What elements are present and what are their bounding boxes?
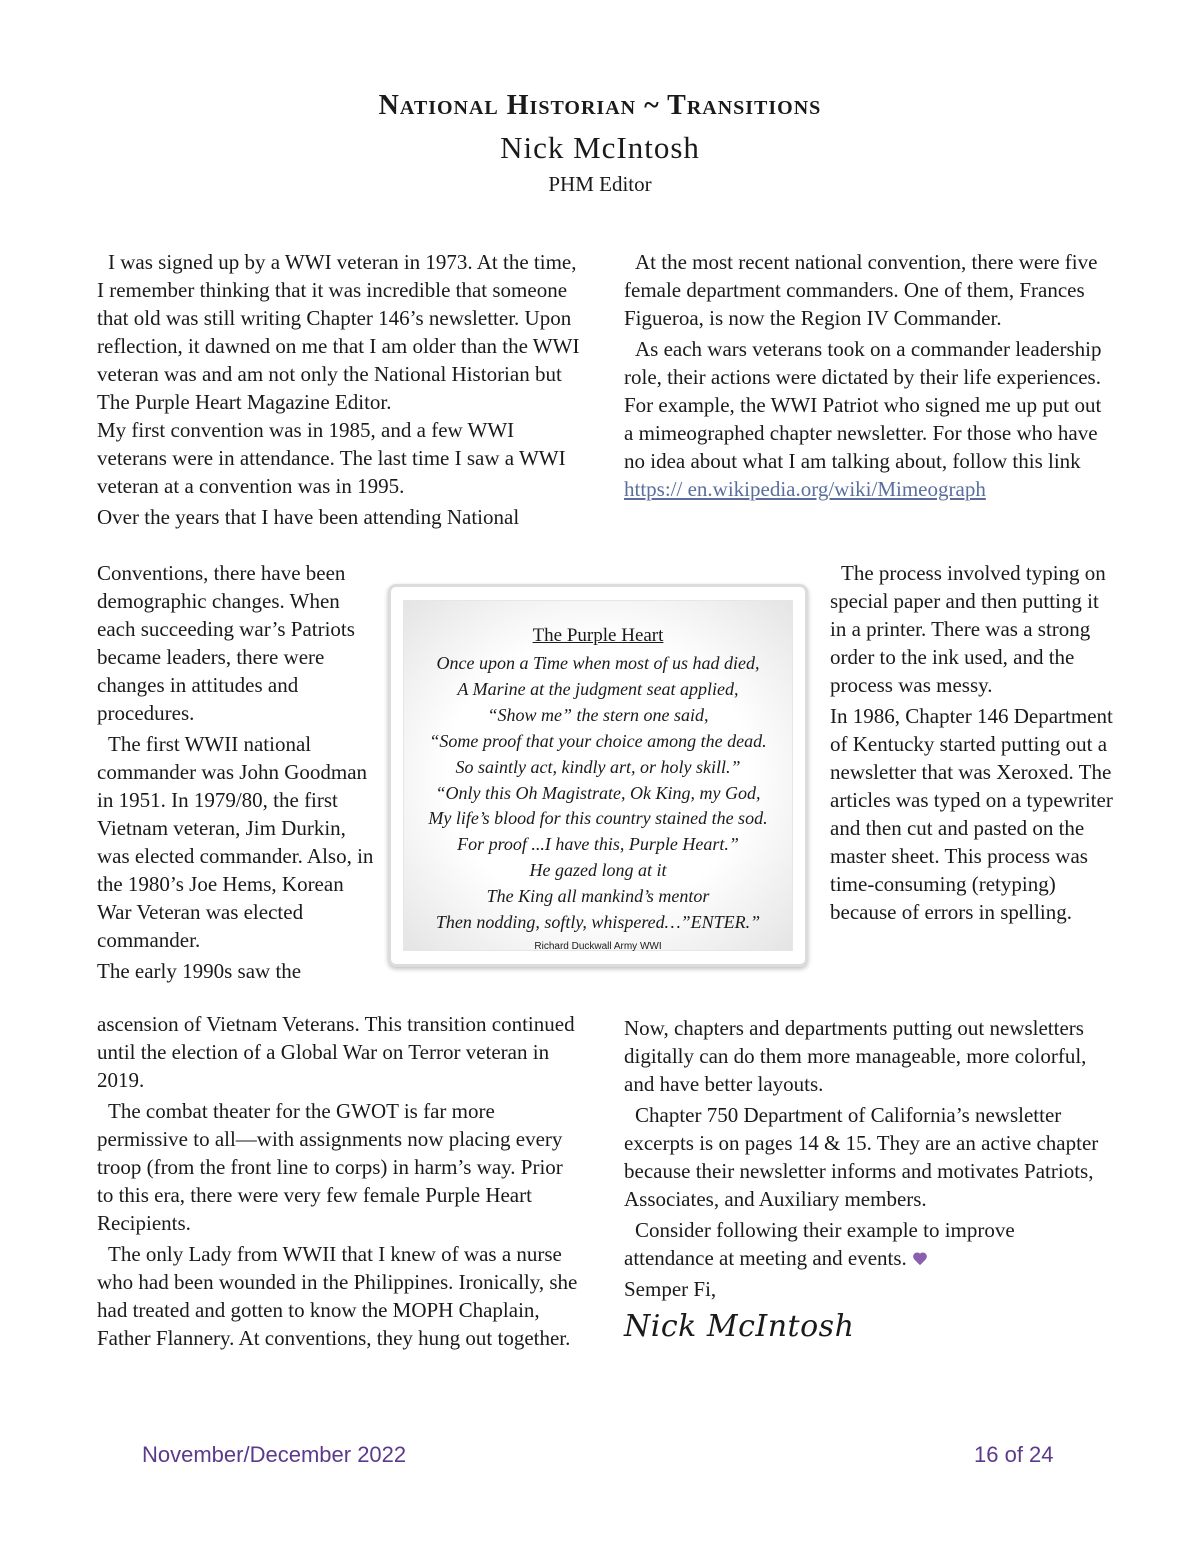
- right-paragraph-7: [624, 1216, 1109, 1272]
- right-paragraph-5: Now, chapters and departments putting out newsletters digitally can do them more manageable, more colorful, and have better layouts.: [624, 1016, 1087, 1096]
- left-paragraph-7: The only Lady from WWII that I knew of was a nurse who had been wounded in the Philippines. Ironically, she had treated and gotten to know the MOPH Chaplain, Father Flannery. At conventions, they hung out together.: [97, 1242, 578, 1350]
- poem-line: For proof ...I have this, Purple Heart.”: [457, 834, 739, 855]
- poem-inner: [403, 600, 793, 951]
- left-paragraph-3-wrap: Conventions, there have been demographic changes. When each succeeding war’s Patriots became leaders, there were changes in attitudes and procedures.: [97, 561, 355, 725]
- page-title: National Historian ~ Transitions: [378, 90, 822, 121]
- poem-line: My life’s blood for this country stained the sod.: [428, 808, 768, 829]
- poem-line: Once upon a Time when most of us had died,: [436, 653, 760, 673]
- purple-heart-icon: [913, 1253, 927, 1267]
- closing-text: Semper Fi,: [624, 1277, 717, 1301]
- poem-line: The King all mankind’s mentor: [486, 886, 710, 907]
- left-paragraph-3-start: Over the years that I have been attending National: [97, 505, 520, 529]
- left-paragraph-5-start: The early 1990s saw the: [97, 959, 302, 983]
- signature: Nick McIntosh: [624, 1309, 855, 1344]
- poem-line: A Marine at the judgment seat applied,: [457, 678, 739, 699]
- left-paragraph-5-rest: ascension of Vietnam Veterans. This transition continued until the election of a Global War on Terror veteran in 2019.: [97, 1012, 575, 1092]
- right-column-bottom: [624, 1014, 1109, 1347]
- left-paragraph-6: The combat theater for the GWOT is far more permissive to all—with assignments now placing every troop (from the front line to corps) in harm’s way. Prior to this era, there were very few female Purple Heart Recipients.: [97, 1099, 563, 1235]
- left-column-bottom: [97, 1010, 582, 1352]
- left-column-wrap: [97, 559, 382, 985]
- poem-line: “Only this Oh Magistrate, Ok King, my God,: [435, 782, 761, 803]
- right-column-wrap: [830, 559, 1115, 926]
- right-paragraph-1: At the most recent national convention, there were five female department commanders. One of them, Frances Figueroa, is now the Region IV Commander.: [624, 250, 1098, 330]
- right-paragraph-2: [624, 335, 1109, 503]
- poem-line: So saintly act, kindly art, or holy skill.”: [455, 756, 741, 777]
- poem-line: Then nodding, softly, whispered…”ENTER.”: [435, 912, 761, 933]
- author-role: PHM Editor: [548, 172, 652, 196]
- left-column-top: [97, 248, 582, 531]
- poem-lines: [404, 651, 792, 936]
- right-paragraph-6: Chapter 750 Department of California’s newsletter excerpts is on pages 14 & 15. They are an active chapter because their newsletter informs and motivates Patriots, Associates, and Auxiliary members.: [624, 1103, 1099, 1211]
- right-paragraph-3: The process involved typing on special paper and then putting it in a printer. There was a strong order to the ink used, and the process was messy.: [830, 561, 1106, 697]
- mimeograph-link[interactable]: https:// en.wikipedia.org/wiki/Mimeograph: [624, 477, 986, 501]
- poem-line: He gazed long at it: [529, 860, 667, 881]
- poem-title: The Purple Heart: [532, 625, 664, 646]
- poem-line: “Show me” the stern one said,: [487, 704, 709, 725]
- right-paragraph-7-text: Consider following their example to improve attendance at meeting and events.: [624, 1218, 1015, 1270]
- poem-box: [388, 584, 808, 967]
- page-header: [0, 86, 1200, 198]
- left-paragraph-4: The first WWII national commander was John Goodman in 1951. In 1979/80, the first Vietnam veteran, Jim Durkin, was elected commander. Also, in the 1980’s Joe Hems, Korean War Veteran was elected commander.: [97, 732, 374, 952]
- left-paragraph-2: My first convention was in 1985, and a few WWI veterans were in attendance. The last time I saw a WWI veteran at a convention was in 1995.: [97, 418, 566, 498]
- right-column-top: [624, 248, 1109, 503]
- author-name: Nick McIntosh: [500, 130, 700, 165]
- poem-line: “Some proof that your choice among the dead.: [429, 730, 767, 751]
- right-paragraph-2-text: As each wars veterans took on a commander leadership role, their actions were dictated by their life experiences. For example, the WWI Patriot who signed me up put out a mimeographed chapter newsletter. For those who have no idea about what I am talking about, follow this link: [624, 337, 1102, 473]
- footer-date: November/December 2022: [142, 1442, 407, 1467]
- left-paragraph-1: I was signed up by a WWI veteran in 1973. At the time, I remember thinking that it was incredible that someone that old was still writing Chapter 146’s newsletter. Upon reflection, it dawned on me that I am older than the WWI veteran was and am not only the National Historian but The Purple Heart Magazine Editor.: [97, 250, 580, 414]
- poem-credit: Richard Duckwall Army WWI: [534, 941, 662, 952]
- right-paragraph-4: In 1986, Chapter 146 Department of Kentucky started putting out a newsletter that was Xeroxed. The articles was typed on a typewriter and then cut and pasted on the master sheet. This process was time-consuming (retyping) because of errors in spelling.: [830, 704, 1113, 924]
- footer-page-number: 16 of 24: [974, 1442, 1054, 1467]
